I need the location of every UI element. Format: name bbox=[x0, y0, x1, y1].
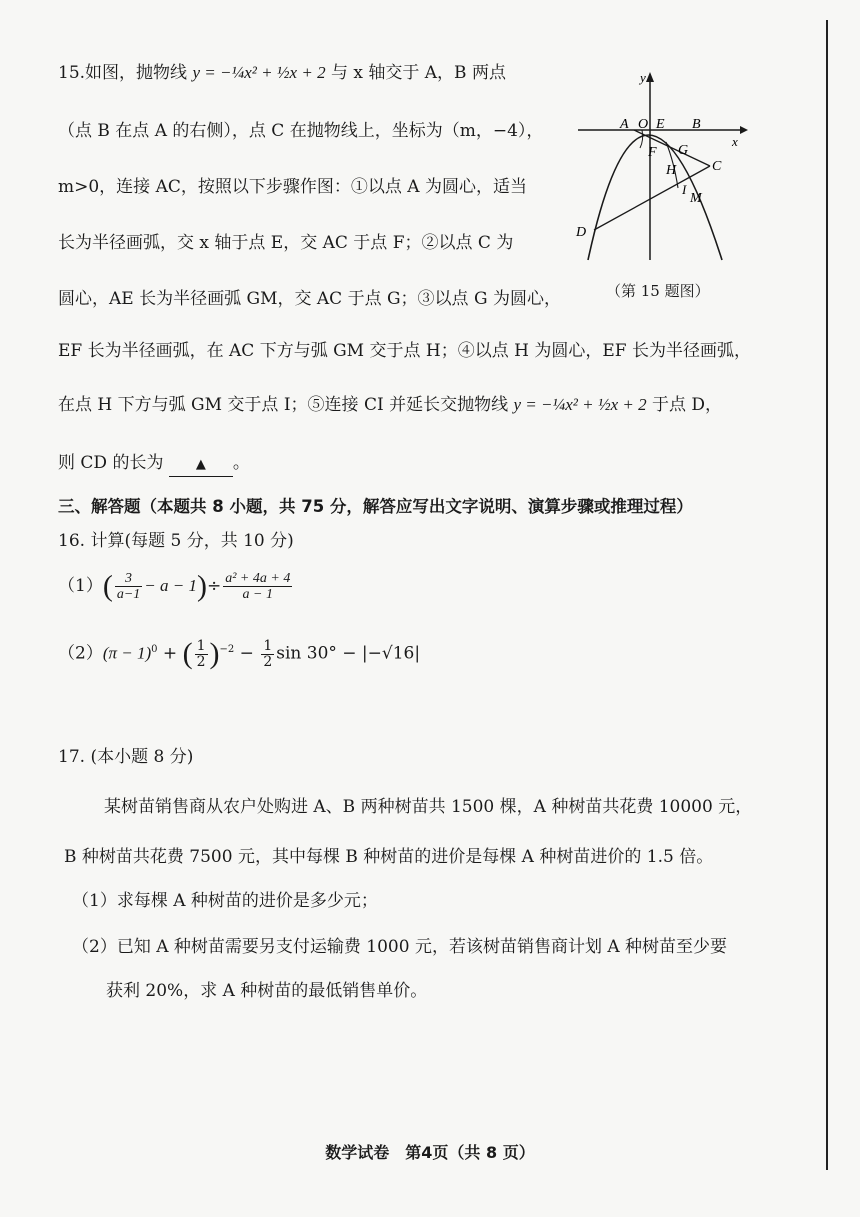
paren-open: ( bbox=[102, 569, 113, 603]
q15-line7 bbox=[58, 394, 722, 416]
label-x: x bbox=[732, 134, 738, 149]
frac1-numerator: 3 bbox=[115, 571, 142, 587]
minus-sign: − bbox=[234, 643, 260, 664]
q15-line1 bbox=[58, 62, 506, 84]
paren-close: ) bbox=[196, 569, 207, 603]
frac2-numerator: a² + 4a + 4 bbox=[225, 571, 291, 586]
half-denominator: 2 bbox=[196, 653, 206, 670]
q16-part1-middle: − a − 1 bbox=[144, 576, 197, 595]
y-axis-arrow-icon bbox=[646, 72, 654, 82]
exponent-minus-two: −2 bbox=[219, 644, 235, 655]
answer-blank[interactable] bbox=[169, 452, 233, 477]
paren-close-2: ) bbox=[209, 637, 220, 671]
label-b: B bbox=[692, 117, 701, 132]
q15-line3: m>0，连接 AC，按照以下步骤作图：①以点 A 为圆心，适当 bbox=[58, 177, 527, 197]
q17-para2: B 种树苗共花费 7500 元，其中每棵 B 种树苗的进价是每棵 A 种树苗进价的 1.5 倍。 bbox=[64, 847, 714, 867]
frac-a2-over-a-minus-1 bbox=[223, 571, 292, 602]
q15-line5: 圆心，AE 长为半径画弧 GM，交 AC 于点 G；③以点 G 为圆心， bbox=[58, 289, 561, 309]
q15-line8-suffix: 。 bbox=[232, 453, 250, 473]
x-axis-arrow-icon bbox=[740, 126, 748, 134]
frac2-denominator: a − 1 bbox=[242, 587, 273, 602]
q15-line1-suffix: 与 x 轴交于 A，B 两点 bbox=[325, 63, 506, 83]
q15-line8-prefix: 则 CD 的长为 bbox=[58, 453, 169, 473]
paren-open-2: ( bbox=[182, 637, 193, 671]
q16-part1-label: （1） bbox=[58, 576, 103, 596]
q16-part2-label: （2） bbox=[58, 643, 103, 664]
q15-parabola-equation-repeat: y = −¼x² + ½x + 2 bbox=[513, 395, 647, 414]
label-f: F bbox=[648, 145, 657, 160]
q17-para1: 某树苗销售商从农户处购进 A、B 两种树苗共 1500 棵，A 种树苗共花费 10000 元， bbox=[104, 797, 753, 817]
q17-sub2-continued: 获利 20%，求 A 种树苗的最低销售单价。 bbox=[106, 981, 428, 1001]
q15-line7-suffix: 于点 D， bbox=[646, 395, 723, 415]
margin-rule bbox=[826, 20, 828, 1170]
label-a: A bbox=[620, 117, 629, 132]
q17-sub1: （1）求每棵 A 种树苗的进价是多少元； bbox=[72, 891, 378, 911]
q17-title: 17. (本小题 8 分) bbox=[58, 747, 194, 767]
half-numerator-b: 1 bbox=[263, 637, 273, 654]
q16-part2 bbox=[58, 630, 420, 670]
half-denominator-b: 2 bbox=[263, 653, 273, 670]
exponent-zero: 0 bbox=[151, 644, 158, 655]
q16-part1 bbox=[58, 566, 294, 606]
label-i: I bbox=[682, 182, 687, 197]
q15-line7-prefix: 在点 H 下方与弧 GM 交于点 I；⑤连接 CI 并延长交抛物线 bbox=[58, 395, 514, 415]
label-o: O bbox=[638, 117, 649, 132]
label-c: C bbox=[712, 159, 722, 174]
q15-line2: （点 B 在点 A 的右侧），点 C 在抛物线上，坐标为（m，−4）， bbox=[58, 121, 544, 141]
pi-minus-1: (π − 1) bbox=[102, 643, 152, 663]
label-y: y bbox=[640, 70, 646, 85]
figure-caption: （第 15 题图） bbox=[606, 282, 710, 300]
label-h: H bbox=[666, 163, 677, 178]
half-numerator: 1 bbox=[196, 637, 206, 654]
label-m: M bbox=[690, 191, 702, 206]
label-e: E bbox=[656, 117, 665, 132]
divide-sign: ÷ bbox=[206, 576, 222, 596]
label-g: G bbox=[678, 143, 689, 158]
q16-title: 16. 计算(每题 5 分，共 10 分) bbox=[58, 531, 294, 551]
q15-line1-prefix: 15.如图，抛物线 bbox=[58, 63, 193, 83]
frac-3-over-a-minus-1 bbox=[115, 571, 142, 602]
section3-heading: 三、解答题（本题共 8 小题，共 75 分，解答应写出文字说明、演算步骤或推理过程） bbox=[58, 497, 693, 516]
answer-triangle-icon: ▲ bbox=[195, 457, 206, 472]
frac1-denominator: a−1 bbox=[116, 587, 141, 602]
plus-sign: + bbox=[157, 643, 183, 664]
q17-sub2: （2）已知 A 种树苗需要另支付运输费 1000 元，若该树苗销售商计划 A 种树苗至少要 bbox=[72, 937, 728, 957]
label-d: D bbox=[576, 225, 587, 240]
frac-one-half bbox=[195, 639, 208, 670]
sin30-abs-sqrt16: sin 30° − |−√16| bbox=[276, 643, 421, 664]
q15-parabola-equation: y = −¼x² + ½x + 2 bbox=[192, 63, 326, 82]
q15-line6: EF 长为半径画弧，在 AC 下方与弧 GM 交于点 H；④以点 H 为圆心，EF 长为半径画弧， bbox=[58, 341, 751, 361]
frac-one-half-b bbox=[261, 639, 274, 670]
page-footer: 数学试卷 第4页（共 8 页） bbox=[325, 1143, 535, 1162]
q15-line8 bbox=[58, 452, 250, 477]
q15-line4: 长为半径画弧，交 x 轴于点 E，交 AC 于点 F；②以点 C 为 bbox=[58, 233, 514, 253]
q15-figure bbox=[570, 70, 750, 270]
